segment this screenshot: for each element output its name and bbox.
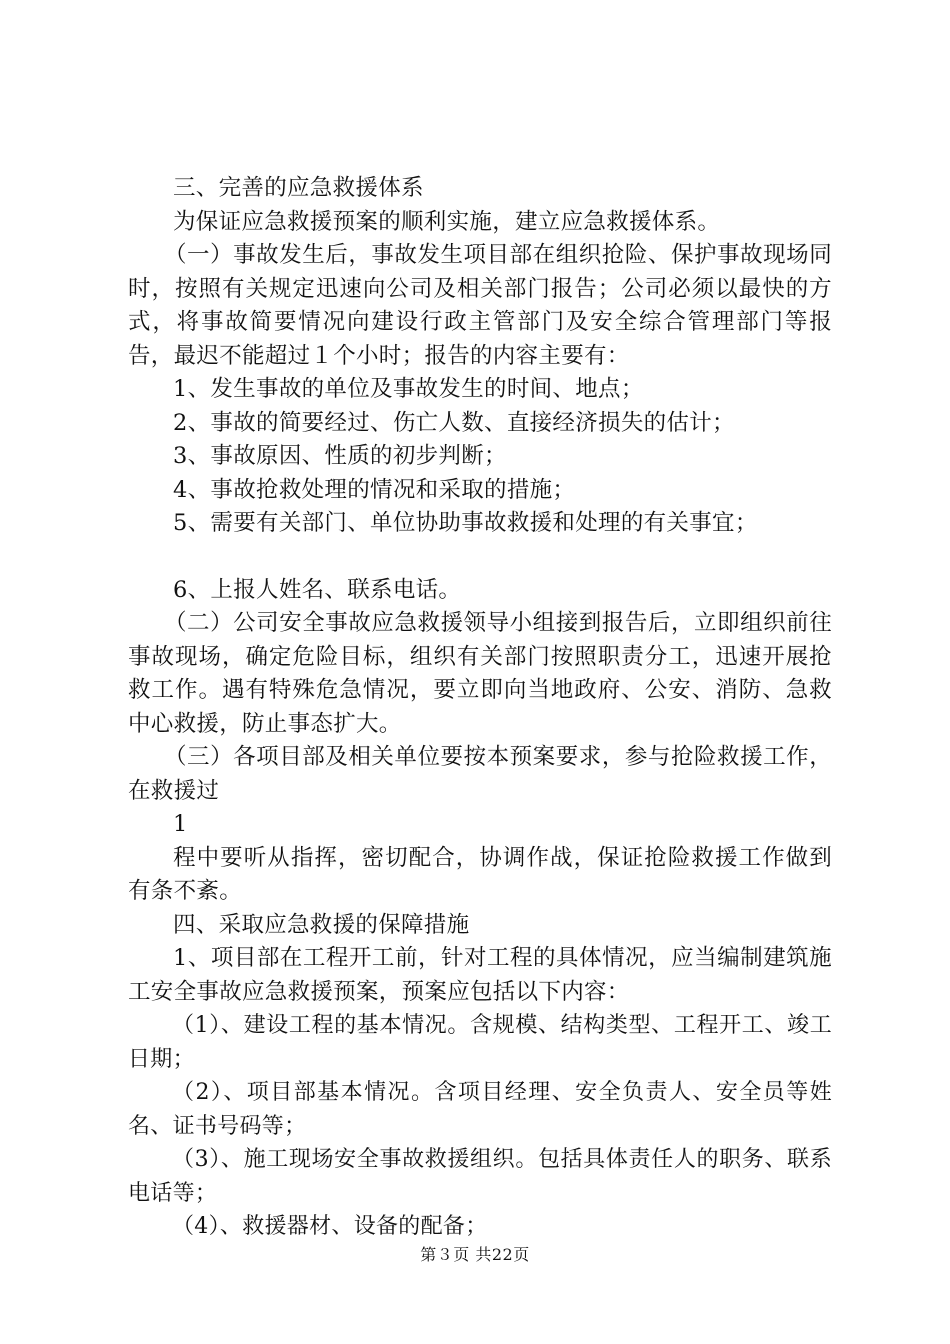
paragraph: 为保证应急救援预案的顺利实施，建立应急救援体系。 <box>173 208 721 235</box>
list-item: （1）、建设工程的基本情况。含规模、结构类型、工程开工、竣工日期； <box>128 1013 832 1072</box>
paragraph: （三）各项目部及相关单位要按本预案要求，参与抢险救援工作，在救援过 <box>128 744 832 804</box>
list-item: （3）、施工现场安全事故救援组织。包括具体责任人的职务、联系电话等； <box>128 1147 832 1206</box>
inline-page-number: 1 <box>173 811 188 837</box>
document-body <box>128 172 832 1244</box>
list-item: 6、上报人姓名、联系电话。 <box>173 576 462 603</box>
list-item: （4）、救援器材、设备的配备； <box>172 1214 488 1239</box>
section-heading-4: 四、采取应急救援的保障措施 <box>173 911 470 938</box>
paragraph: （二）公司安全事故应急救援领导小组接到报告后，立即组织前往事故现场，确定危险目标，组织有关部门按照职责分工，迅速开展抢救工作。遇有特殊危急情况，要立即向当地政府、公安、消防、急救中心救援，防止事态扩大。 <box>128 610 832 737</box>
list-item: 1、发生事故的单位及事故发生的时间、地点； <box>173 376 644 402</box>
paragraph: 程中要听从指挥，密切配合，协调作战，保证抢险救援工作做到有条不紊。 <box>128 844 832 904</box>
list-item: （2）、项目部基本情况。含项目经理、安全负责人、安全员等姓名、证书号码等； <box>128 1080 832 1139</box>
paragraph: 1、项目部在工程开工前，针对工程的具体情况，应当编制建筑施工安全事故应急救援预案，预案应包括以下内容： <box>128 945 832 1005</box>
list-item: 5、需要有关部门、单位协助事故救援和处理的有关事宜； <box>173 510 758 536</box>
paragraph: （一）事故发生后，事故发生项目部在组织抢险、保护事故现场同时，按照有关规定迅速向公司及相关部门报告；公司必须以最快的方式，将事故简要情况向建设行政主管部门及安全综合管理部门等报告，最迟不能超过１个小时；报告的内容主要有： <box>128 242 832 369</box>
list-item: 4、事故抢救处理的情况和采取的措施； <box>173 476 576 503</box>
page-footer: 第３页 共22页 <box>420 1245 530 1264</box>
list-item: 2、事故的简要经过、伤亡人数、直接经济损失的估计； <box>173 409 735 436</box>
list-item: 3、事故原因、性质的初步判断； <box>173 443 507 469</box>
section-heading-3: 三、完善的应急救援体系 <box>173 175 424 201</box>
